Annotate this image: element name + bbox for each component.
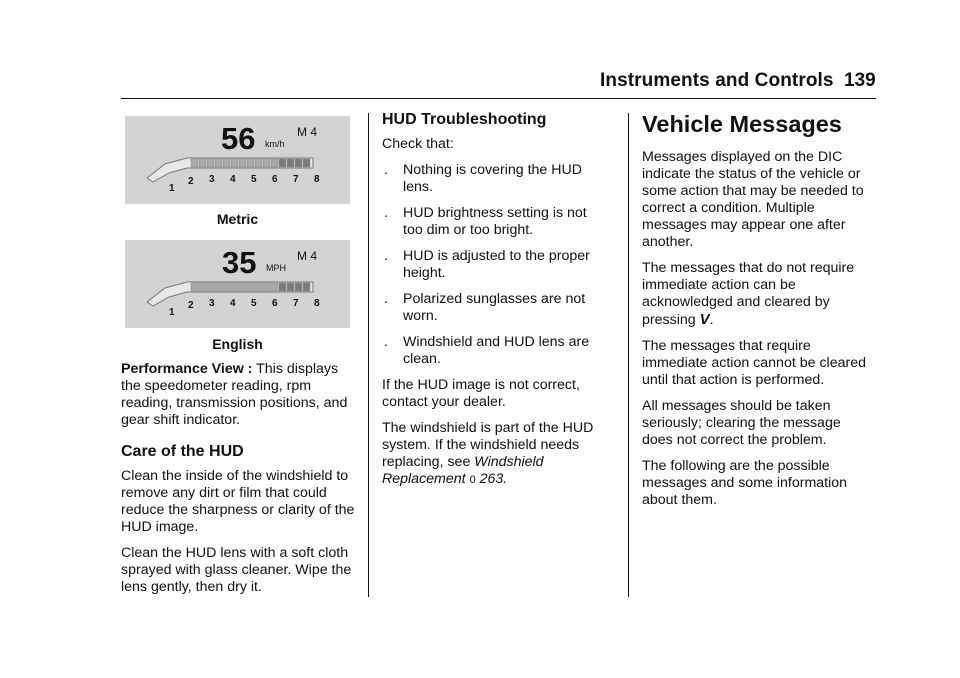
figure-caption-metric: Metric (216, 211, 259, 227)
tach-segment (287, 159, 294, 167)
tach-segment (199, 283, 206, 291)
tach-segment (215, 159, 222, 167)
tach-segment (239, 283, 246, 291)
tach-segment (191, 159, 198, 167)
tach-segment (287, 283, 294, 291)
tach-scale-label: 5 (251, 298, 257, 309)
tach-scale-label: 1 (169, 307, 175, 318)
tach-scale (169, 298, 320, 318)
hud-speed: 35 (222, 245, 257, 280)
tach-segment (279, 283, 286, 291)
tach-segment (247, 283, 254, 291)
tach-segment (263, 159, 270, 167)
column-divider-2 (628, 113, 629, 597)
troubleshooting-heading: HUD Troubleshooting (382, 111, 547, 128)
tach-scale-label: 6 (272, 298, 278, 309)
vehicle-messages-heading: Vehicle Messages (642, 111, 842, 137)
hud-gear: M 4 (297, 249, 318, 263)
messages-paragraph-5: The following are the possible messages and some information about them. (642, 458, 848, 508)
list-item: . HUD brightness setting is not too dim or too bright. (384, 205, 587, 238)
column-1 (121, 361, 357, 605)
tach-segment (231, 283, 238, 291)
hud-figure-english (125, 240, 350, 328)
tach-segment (295, 159, 302, 167)
care-paragraph-1: Clean the inside of the windshield to remove any dirt or film that could reduce the sharpness or clarity of the HUD image. (121, 468, 355, 535)
hud-gear: M 4 (297, 125, 318, 139)
section-title: Instruments and Controls (600, 70, 834, 91)
tach-scale-label: 7 (293, 298, 299, 309)
list-item: . Polarized sunglasses are not worn. (384, 291, 586, 324)
correct-paragraph: If the HUD image is not correct, contact your dealer. (382, 377, 580, 410)
tach-scale-label: 4 (230, 298, 236, 309)
page-ref[interactable]: 263. (479, 471, 508, 487)
tach-segment (199, 159, 206, 167)
check-icon: V (699, 311, 710, 328)
tach-segment (263, 283, 270, 291)
tach-scale (169, 174, 320, 194)
tach-segment (231, 159, 238, 167)
tach-scale-label: 5 (251, 174, 257, 185)
care-heading: Care of the HUD (121, 443, 244, 460)
tach-segment (295, 283, 302, 291)
column-3 (642, 111, 874, 518)
tach-scale-label: 8 (314, 298, 320, 309)
column-divider-1 (368, 113, 369, 597)
tach-scale-label: 1 (169, 183, 175, 194)
messages-paragraph-4: All messages should be taken seriously; clearing the message does not correct the problem. (642, 398, 841, 448)
tach-scale-label: 3 (209, 174, 215, 185)
tach-segment (279, 159, 286, 167)
list-item: . HUD is adjusted to the proper height. (384, 248, 590, 281)
messages-paragraph-3: The messages that require immediate action cannot be cleared until that action is performed. (642, 338, 866, 388)
messages-paragraph-1: Messages displayed on the DIC indicate the status of the vehicle or some action that may be needed to correct a condition. Multiple messages may appear one after another. (642, 149, 864, 250)
hud-unit: MPH (266, 263, 286, 273)
hud-figure-metric (125, 116, 350, 204)
hud-unit: km/h (265, 139, 285, 149)
page-ref-icon: 0 (469, 474, 476, 486)
check-intro: Check that: (382, 136, 454, 152)
care-paragraph-2: Clean the HUD lens with a soft cloth sprayed with glass cleaner. Wipe the lens gently, then dry it. (121, 545, 352, 595)
tach-segment (271, 283, 278, 291)
windshield-paragraph: The windshield is part of the HUD system. If the windshield needs replacing, see Windshield Replacement 0 263. (382, 420, 594, 487)
tach-segment (303, 159, 310, 167)
tach-segment (207, 283, 214, 291)
tach-segment (215, 283, 222, 291)
tach-segment (255, 283, 262, 291)
perf-text: This displays the speedometer reading, rpm reading, transmission positions, and gear shift indicator. (121, 361, 348, 428)
tach-scale-label: 2 (188, 176, 194, 187)
column-2 (382, 111, 610, 498)
tach-segment (223, 283, 230, 291)
tach-scale-label: 3 (209, 298, 215, 309)
tach-scale-label: 6 (272, 174, 278, 185)
header-rule (121, 98, 876, 99)
hud-speed: 56 (221, 121, 256, 156)
tach-segment (191, 283, 198, 291)
perf-label: Performance View : (121, 361, 253, 377)
tach-segment (255, 159, 262, 167)
tach-segment (239, 159, 246, 167)
tach-scale-label: 2 (188, 300, 194, 311)
tach-segment (303, 283, 310, 291)
list-item: . Windshield and HUD lens are clean. (384, 334, 590, 367)
messages-paragraph-2: The messages that do not require immediate action can be acknowledged and cleared by pressing V. (642, 260, 855, 328)
tach-segment (247, 159, 254, 167)
tach-scale-label: 4 (230, 174, 236, 185)
tach-scale-label: 7 (293, 174, 299, 185)
page-number: 139 (844, 70, 876, 91)
tach-segment (207, 159, 214, 167)
windshield-link[interactable]: Windshield Replacement (382, 454, 544, 487)
list-item: . Nothing is covering the HUD lens. (384, 162, 582, 195)
tach-scale-label: 8 (314, 174, 320, 185)
tach-segment (271, 159, 278, 167)
tach-segment (223, 159, 230, 167)
figure-caption-english: English (212, 336, 263, 352)
